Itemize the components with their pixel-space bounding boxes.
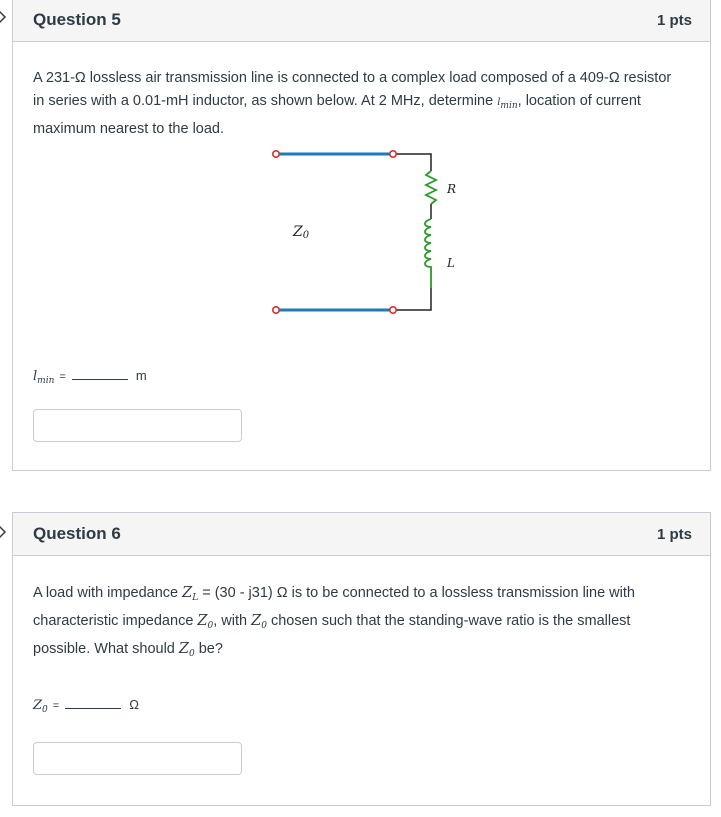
question-5-card [12,0,711,471]
equals-sign: = [59,371,66,383]
terminal-left-top [273,151,279,157]
resistor-symbol [426,171,436,204]
lmin-inline-symbol: lmin [497,97,518,111]
question-5-answer-line [33,368,147,386]
question-6-points: 1 pts [656,525,692,543]
collapse-caret-icon[interactable] [0,10,8,24]
question-5-text-line: maximum nearest to the load. [33,121,225,137]
question-5-answer-input[interactable] [33,409,242,442]
question-5-text-line: in series with a 0.01-mH inductor, as shown below. At 2 MHz, determine lmin, location of current [33,93,641,111]
inductor-symbol [425,219,431,288]
question-5-title: Question 5 [33,10,121,29]
answer-label: $l_{min}$ [33,369,55,386]
answer-blank [65,698,121,709]
load-top-wire [393,154,431,171]
z0-inline-symbol: $Z_0$ [251,613,267,631]
load-bottom-wire [393,288,431,310]
equals-sign: = [52,700,60,712]
question-5-text-line: A 231-Ω lossless air transmission line is connected to a complex load composed of a 409-Ω resistor [33,70,672,86]
question-5-header [13,0,710,42]
answer-unit: Ω [129,697,139,712]
z0-label: Z0 [293,224,310,241]
answer-unit: m [135,368,147,383]
z0-inline-symbol: $Z_0$ [178,641,195,659]
zl-inline-symbol: $Z_L$ [182,585,199,603]
question-6-header [13,513,710,556]
terminal-right-top [390,151,396,157]
question-6-text-line: A load with impedance $Z_L = (30 - j31)$ Ω is to be connected to a lossless transmission line with [33,585,635,603]
question-6-text-line: characteristic impedance $Z_0$, with $Z_0$ chosen such that the standing-wave ratio is the smallest [33,613,631,631]
answer-blank [72,369,128,380]
question-6-answer-input[interactable] [33,742,242,775]
question-6-card [12,512,711,806]
terminal-right-bottom [390,307,396,313]
collapse-caret-icon[interactable] [0,525,8,539]
question-6-text [33,582,693,666]
question-6-text-line: possible. What should $Z_0$ be? [33,641,223,659]
z0-inline-symbol: $Z_0$ [197,613,214,631]
question-6-title: Question 6 [33,524,121,543]
transmission-line-circuit-diagram [263,107,463,332]
question-5-points: 1 pts [656,11,692,29]
terminal-left-bottom [273,307,279,313]
question-6-answer-line [33,697,139,715]
answer-label: $Z_0$ [33,698,48,715]
resistor-label: R [447,182,457,196]
inductor-label: L [447,256,455,270]
